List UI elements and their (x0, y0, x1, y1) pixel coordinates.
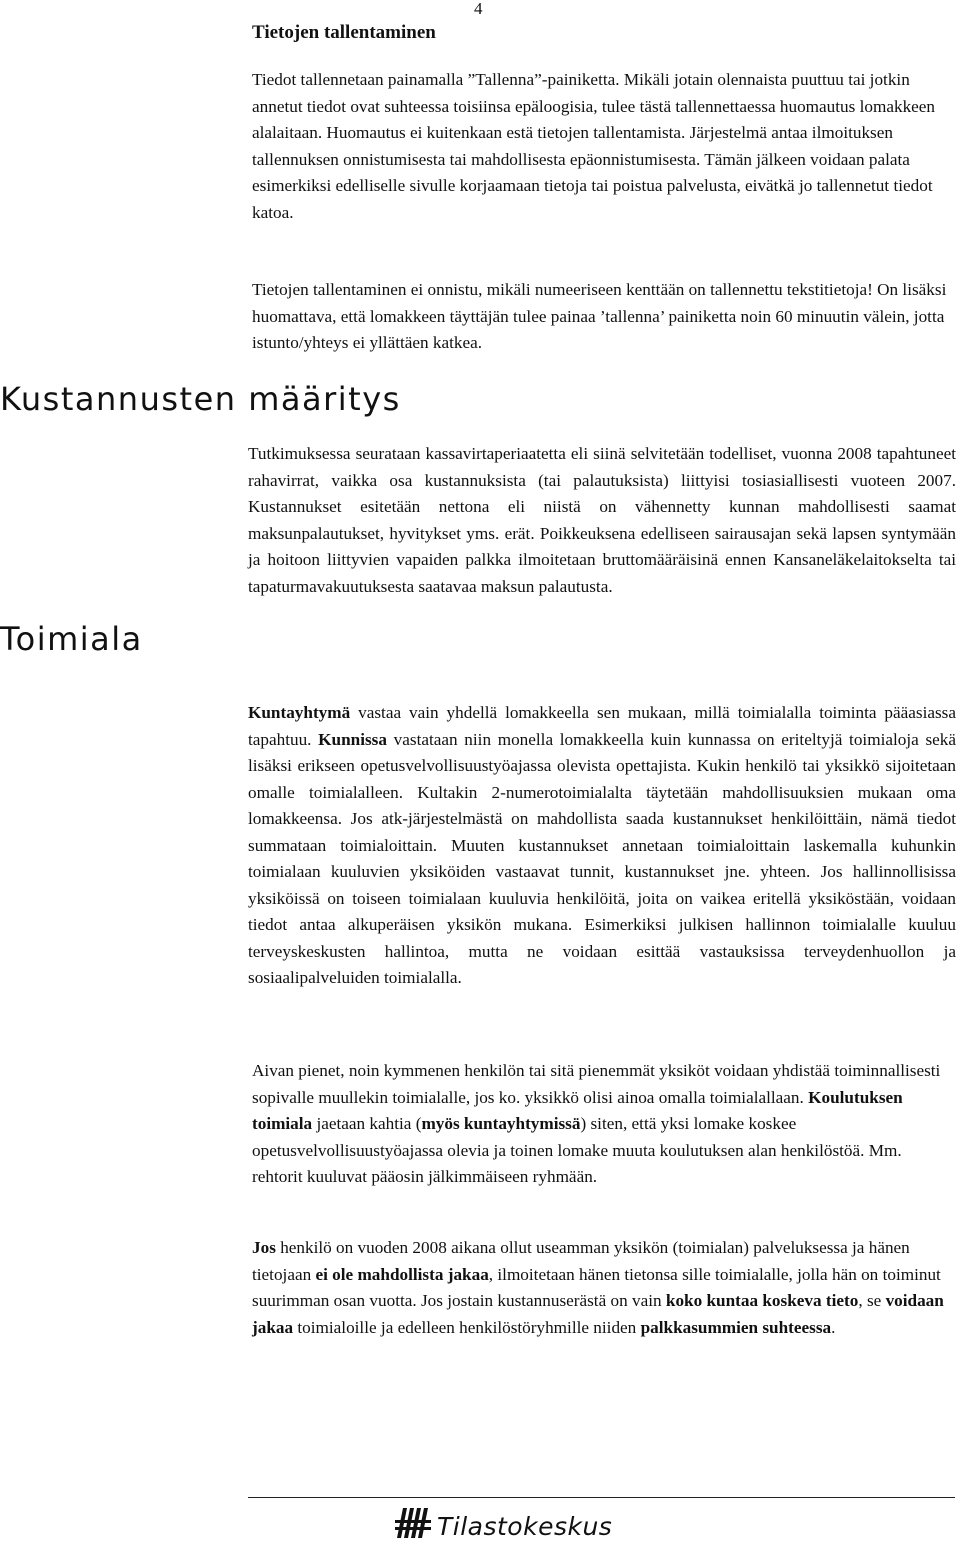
industry-text-2 (252, 1058, 956, 1191)
bold-myos-kuntayhtymissa: myös kuntayhtymissä (421, 1114, 581, 1133)
saving-text-2: Tietojen tallentaminen ei onnistu, mikäli numeeriseen kenttään on tallennettu tekstitietoja! On lisäksi huomattava, että lomakkeen täyttäjän tulee painaa ’tallenna’ painiketta noin 60 minuutin välein, jotta istunto/yhteys ei yllättäen katkea. (252, 280, 947, 352)
bold-koulutuksen-toimiala: Koulutuksen toimiala (252, 1087, 903, 1133)
text-span: , ilmoitetaan hänen tietonsa sille toimialalle, jolla hän on toiminut suurimman osan vuotta. Jos jostain kustannuserästä on vain (252, 1264, 941, 1310)
bold-koko-kuntaa: koko kuntaa koskeva tieto (665, 1291, 859, 1310)
footer-divider (248, 1497, 955, 1498)
text-span: Aivan pienet, noin kymmenen henkilön tai sitä pienemmät yksiköt voidaan yhdistää toiminnallisesti sopivalle muullekin toimialalle, jos ko. yksikkö olisi ainoa omalla toimialallaan. (252, 1061, 941, 1107)
page-number: 4 (474, 0, 483, 18)
industry-paragraph-3 (252, 1235, 956, 1341)
bold-kuntayhtyma: Kuntayhtymä (248, 703, 351, 722)
text-span: toimialoille ja edelleen henkilöstöryhmille niiden (293, 1317, 641, 1337)
industry-paragraph-2 (252, 1058, 956, 1191)
bold-voidaan-jakaa: voidaan jakaa (252, 1291, 944, 1337)
saving-paragraph-2 (252, 277, 956, 357)
industry-text-1 (248, 700, 956, 992)
saving-text-1: Tiedot tallennetaan painamalla ”Tallenna”-painiketta. Mikäli jotain olennaista puuttuu tai jotkin annetut tiedot ovat suhteessa toisiinsa epäloogisia, tulee tästä tallennettaessa huomautus lomakkeen alalaitaan. Huomautus ei kuitenkaan estä tietojen tallentamista. Järjestelmä antaa ilmoituksen tallennuksen onnistumisesta tai mahdollisesta epäonnistumisesta. Tämän jälkeen voidaan palata esimerkiksi edelliselle sivulle korjaamaan tietoja tai poistua palvelusta, eivätkä jo tallennetut tiedot katoa. (252, 70, 936, 222)
text-span: . (831, 1317, 836, 1337)
section-heading-industry: Toimiala (0, 620, 143, 658)
text-span: vastataan niin monella lomakkeella kuin kunnassa on eriteltyjä toimialoja sekä lisäksi erikseen opetusvelvollisuustyöajassa olevista opettajista. Kukin henkilö tai yksikkö sijoitetaan omalle toimialalleen. Kultakin 2-numerotoimialalta täytetään mahdollisuuksien mukaan oma lomakkeensa. Jos atk-järjestelmästä on mahdollista saada kustannukset henkilöittäin, nämä tiedot summataan toimialoittain. Muuten kustannukset annetaan toimialoittain laskemalla kuhunkin toimialaan kuuluvien yksiköiden vastaavat tunnit, kustannukset jne. yhteen. Jos hallinnollisissa yksiköissä on toiseen toimialaan kuuluvia henkilöitä, joita on vaikea eritellä yksiköstään, voidaan tiedot antaa alkuperäisen yksikön mukana. Esimerkiksi julkisen hallinnon toimialalle kuuluu terveyskeskusten hallintoa, mutta ne voidaan esittää vastauksissa terveydenhuollon ja sosiaalipalveluiden toimialalla. (248, 729, 956, 987)
tilastokeskus-logo-icon (395, 1504, 431, 1549)
text-span: ) siten, että yksi lomake koskee opetusvelvollisuustyöajassa olevia ja toinen lomake muuta koulutuksen alan henkilöstöä. Mm. rehtorit kuuluvat pääosin jälkimmäiseen ryhmään. (252, 1114, 902, 1186)
text-span: , se (858, 1291, 886, 1310)
industry-paragraph-1 (248, 700, 956, 992)
text-span: vastaa vain yhdellä lomakkeella sen mukaan, millä toimialalla toiminta pääasiassa tapahtuu. (248, 703, 956, 749)
footer-logo (395, 1504, 612, 1549)
costs-paragraph (248, 441, 956, 600)
logo-text: Tilastokeskus (437, 1512, 613, 1541)
bold-kunnissa: Kunnissa (318, 729, 387, 749)
section-heading-saving: Tietojen tallentaminen (252, 22, 436, 43)
text-span: henkilö on vuoden 2008 aikana ollut useamman yksikön (toimialan) palveluksessa ja hänen tietojaan (252, 1238, 910, 1284)
bold-jos: Jos (252, 1238, 276, 1257)
industry-text-3 (252, 1235, 956, 1341)
bold-palkkasummien-suhteessa: palkkasummien suhteessa (640, 1317, 832, 1337)
text-span: jaetaan kahtia ( (312, 1114, 422, 1133)
saving-paragraph-1 (252, 67, 956, 226)
section-heading-costs: Kustannusten määritys (0, 380, 401, 418)
bold-ei-ole-mahdollista-jakaa: ei ole mahdollista jakaa (315, 1264, 489, 1284)
costs-text: Tutkimuksessa seurataan kassavirtaperiaatetta eli siinä selvitetään todelliset, vuonna 2008 tapahtuneet rahavirrat, vaikka osa kustannuksista (tai palautuksista) liittyisi tosiasiallisesti vuoteen 2007. Kustannukset esitetään nettona eli niistä on vähennetty kunnan mahdollisesti saamat maksunpalautukset, hyvitykset yms. erät. Poikkeuksena edelliseen sairausajan sekä lapsen syntymään ja hoitoon liittyvien vapaiden palkka ilmoitetaan bruttomääräisinä ennen Kansaneläkelaitokselta tai tapaturmavakuutuksesta saatavaa maksun palautusta. (248, 444, 956, 596)
